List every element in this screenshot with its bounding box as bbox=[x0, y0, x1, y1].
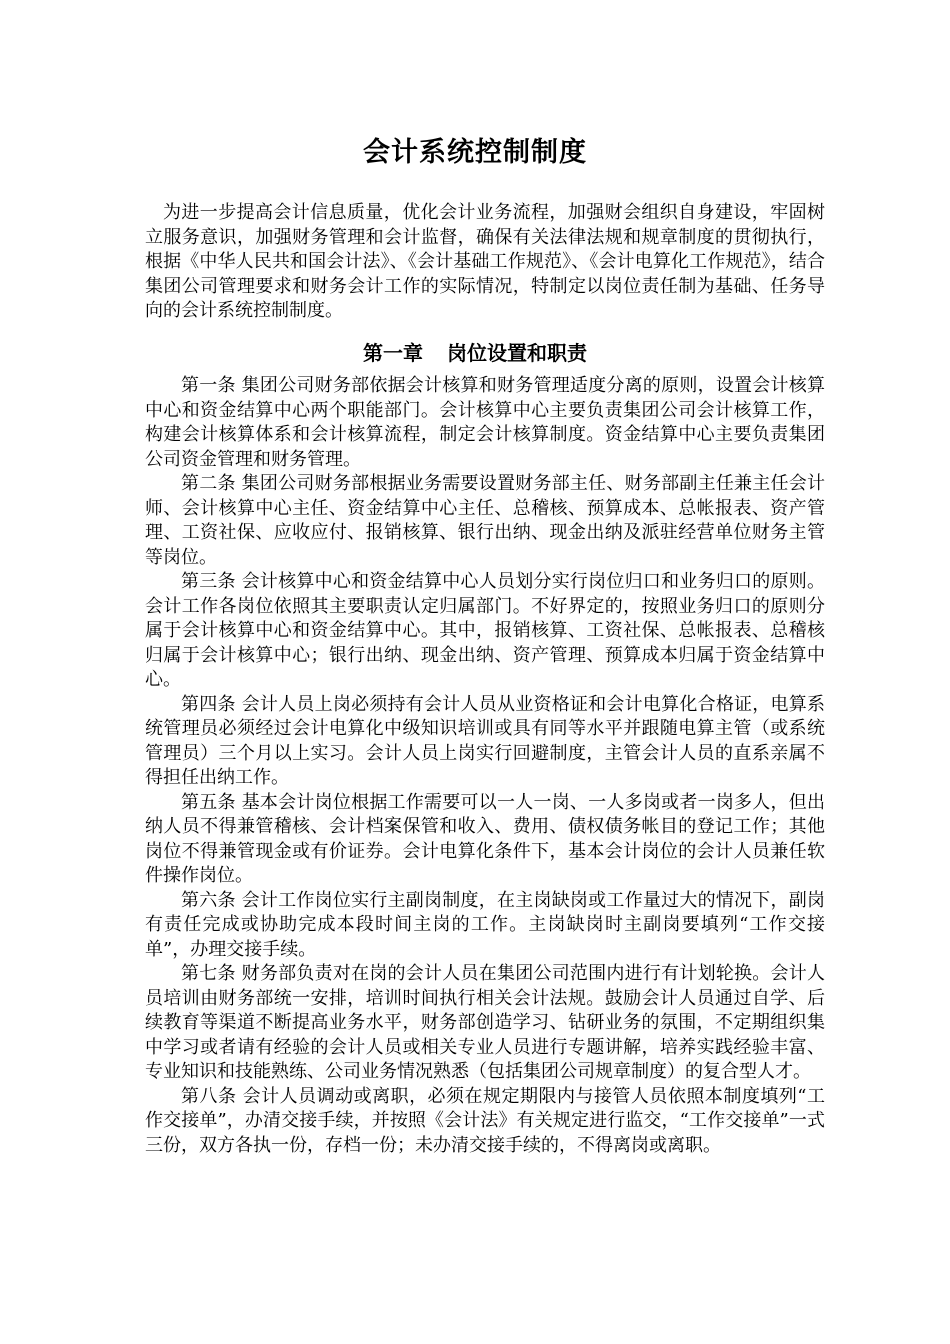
intro-paragraph bbox=[145, 201, 825, 324]
chapter-title: 岗位设置和职责 bbox=[447, 341, 587, 365]
article-5: 第五条 基本会计岗位根据工作需要可以一人一岗、一人多岗或者一岗多人，但出纳人员不得兼管稽核、会计档案保管和收入、费用、债权债务帐目的登记工作；其他岗位不得兼管现金或有价证券。会计电算化条件下，基本会计岗位的会计人员兼任软件操作岗位。 bbox=[145, 791, 825, 886]
chapter-heading bbox=[0, 340, 950, 366]
article-1: 第一条 集团公司财务部依据会计核算和财务管理适度分离的原则，设置会计核算中心和资金结算中心两个职能部门。会计核算中心主要负责集团公司会计核算工作，构建会计核算体系和会计核算流程，制定会计核算制度。资金结算中心主要负责集团公司资金管理和财务管理。 bbox=[145, 375, 825, 470]
article-6: 第六条 会计工作岗位实行主副岗制度，在主岗缺岗或工作量过大的情况下，副岗有责任完成或协助完成本段时间主岗的工作。主岗缺岗时主副岗要填列“工作交接单”，办理交接手续。 bbox=[145, 889, 825, 960]
article-7: 第七条 财务部负责对在岗的会计人员在集团公司范围内进行有计划轮换。会计人员培训由财务部统一安排，培训时间执行相关会计法规。鼓励会计人员通过自学、后续教育等渠道不断提高业务水平，财务部创造学习、钻研业务的氛围，不定期组织集中学习或者请有经验的会计人员或相关专业人员进行专题讲解，培养实践经验丰富、专业知识和技能熟练、公司业务情况熟悉（包括集团公司规章制度）的复合型人才。 bbox=[145, 963, 825, 1082]
chapter-number: 第一章 bbox=[363, 341, 423, 365]
document-title: 会计系统控制制度 bbox=[363, 137, 587, 168]
article-3: 第三条 会计核算中心和资金结算中心人员划分实行岗位归口和业务归口的原则。会计工作各岗位依照其主要职责认定归属部门。不好界定的，按照业务归口的原则分属于会计核算中心和资金结算中心。其中，报销核算、工资社保、总帐报表、总稽核归属于会计核算中心；银行出纳、现金出纳、资产管理、预算成本归属于资金结算中心。 bbox=[145, 571, 825, 690]
intro-text: 为进一步提高会计信息质量，优化会计业务流程，加强财会组织自身建设，牢固树立服务意识，加强财务管理和会计监督，确保有关法律法规和规章制度的贯彻执行，根据《中华人民共和国会计法》、《会计基础工作规范》、《会计电算化工作规范》，结合集团公司管理要求和财务会计工作的实际情况，特制定以岗位责任制为基础、任务导向的会计系统控制制度。 bbox=[145, 202, 825, 321]
article-4: 第四条 会计人员上岗必须持有会计人员从业资格证和会计电算化合格证，电算系统管理员必须经过会计电算化中级知识培训或具有同等水平并跟随电算主管（或系统管理员）三个月以上实习。会计人员上岗实行回避制度，主管会计人员的直系亲属不得担任出纳工作。 bbox=[145, 693, 825, 788]
article-list bbox=[145, 374, 825, 1158]
article-8: 第八条 会计人员调动或离职，必须在规定期限内与接管人员依照本制度填列“工作交接单”，办清交接手续，并按照《会计法》有关规定进行监交，“工作交接单”一式三份，双方各执一份，存档一份；未办清交接手续的，不得离岗或离职。 bbox=[145, 1085, 825, 1156]
article-2: 第二条 集团公司财务部根据业务需要设置财务部主任、财务部副主任兼主任会计师、会计核算中心主任、资金结算中心主任、总稽核、预算成本、总帐报表、资产管理、工资社保、应收应付、报销核算、银行出纳、现金出纳及派驻经营单位财务主管等岗位。 bbox=[145, 473, 825, 568]
